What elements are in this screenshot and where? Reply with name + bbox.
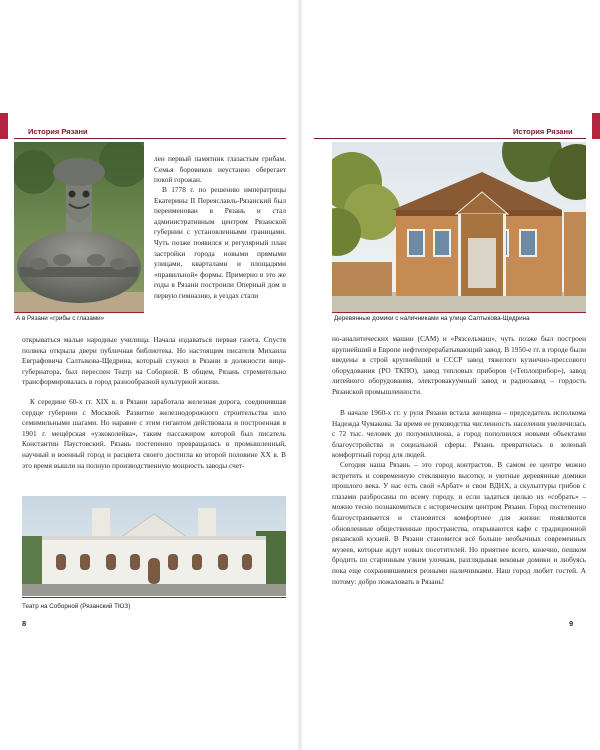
mushroom-sculpture-photo xyxy=(14,142,144,312)
right-body-paragraph-2: В начале 1960-х гг. у руля Рязани встала женщина – председатель исполкома Надежда Чумакова. За время ее руководства численность населения увеличилась с 72 тыс. человек до полумиллиона, а город пополнился новыми объектами благоустройства и социальной сферы. Рязань превратилась в зеленый комфортный город для людей. xyxy=(332,408,586,460)
left-body-paragraph-2: К середине 60-х гг. XIX в. в Рязани заработала железная дорога, соединившая сердце губернии с Москвой. Развитие железнодорожного строительства шло семимильными шагами. Но наравне с этим гигантом действовала и построенная в 1901 г. мещёрская «узкоколейка», таким пассажиром которой был писатель Константин Паустовский. Рязань постепенно превращалась в промышленный, научный и военный город и расцвета своего достигла ко второй половине XX в. В это время вышли на полную производственную мощность заводы счет- xyxy=(22,397,286,470)
photo2-caption: Театр на Соборной (Рязанский ТЮЗ) xyxy=(22,603,131,610)
left-page-number: 8 xyxy=(22,619,27,628)
right-photo-caption: Деревянные домики с наличниками на улице Салтыкова-Щедрина xyxy=(334,315,530,322)
photo1-caption-rule xyxy=(14,312,144,313)
right-body-paragraph-3: Сегодня наша Рязань – это город контрастов. В самом ее центре можно встретить и современную стеклянную высотку, и уютные деревянные домики прошлого века. У нас есть свой «Арбат» и свои ВДНХ, а скульптуры грибов с глазами разбросаны по всему городу, и если задаться целью их «собрать» – можно тесно познакомиться с историческим центром Рязани. Город постепенно благоустраивается и становится комфортнее для жизни: появляются обновленные общественные пространства, открываются кафе с традиционной рязанской кухней. В Рязани становится всё больше необычных современных музеев, которые ждут новых посетителей. Но приятнее всего, конечно, пешком бродить по старинным узким улочкам, разглядывая вековые домики и любуясь пока еще сохранившимися резными наличниками. Наш город любит гостей. А потому: добро пожаловать в Рязань! xyxy=(332,460,586,586)
left-header-title: История Рязани xyxy=(28,127,88,136)
right-page-number: 9 xyxy=(569,619,574,628)
right-body-paragraph-1: но-аналитических машин (САМ) и «Рязсельмаш», чуть позже был построен крупнейший в Европе нефтеперерабатывающий завод. В 1950-е гг. в городе были введены в строй крупнейший в СССР завод тяжелого кузнечно-прессового оборудования (РО ТКПО), завод тепловых приборов («Теплоприбор»), завод литейного оборудования, электровакуумный завод и радиозавод – гордость Рязанской промышленности. xyxy=(332,334,586,396)
right-header-rule xyxy=(314,138,586,139)
right-page xyxy=(300,0,600,750)
photo1-caption: А в Рязани «грибы с глазами» xyxy=(16,315,105,322)
left-column-text-2: В 1778 г. по решению императрицы Екатерины II Переяславль-Рязанский был переименован в Рязань и стал административным центром Рязанской губернии с установленными границами. Чуть позже появился и регулярный план застройки города новыми прямыми улицами, кварталами и площадями «правильной» формы. Примерно в это же годы в Рязани построили Оперный дом и первую гимназию, в уездах стали xyxy=(154,185,286,300)
left-header-accent xyxy=(0,113,8,139)
theater-photo xyxy=(22,496,286,596)
right-header-accent xyxy=(592,113,600,139)
right-photo-caption-rule xyxy=(332,312,586,313)
left-header-rule xyxy=(14,138,286,139)
left-body-paragraph-1: открываться малые народные училища. Начала издаваться первая газета. Спустя полвека открыла двери публичная библиотека. Но настоящим писателя Михаила Евграфовича Салтыкова-Щедрина, который служил в Рязани в должности вице-губернатора, был переспен Театр на Соборной. В общем, Рязань стремительно трансформировалась в город разнообразной культурной жизни. xyxy=(22,335,286,387)
wooden-house-photo xyxy=(332,142,586,312)
right-header-title: История Рязани xyxy=(513,127,573,136)
left-column-text-1: лен первый памятник глазастым грибам. Семья боровиков неустанно оберегает покой горожан. xyxy=(154,154,286,185)
photo2-caption-rule xyxy=(22,597,286,598)
